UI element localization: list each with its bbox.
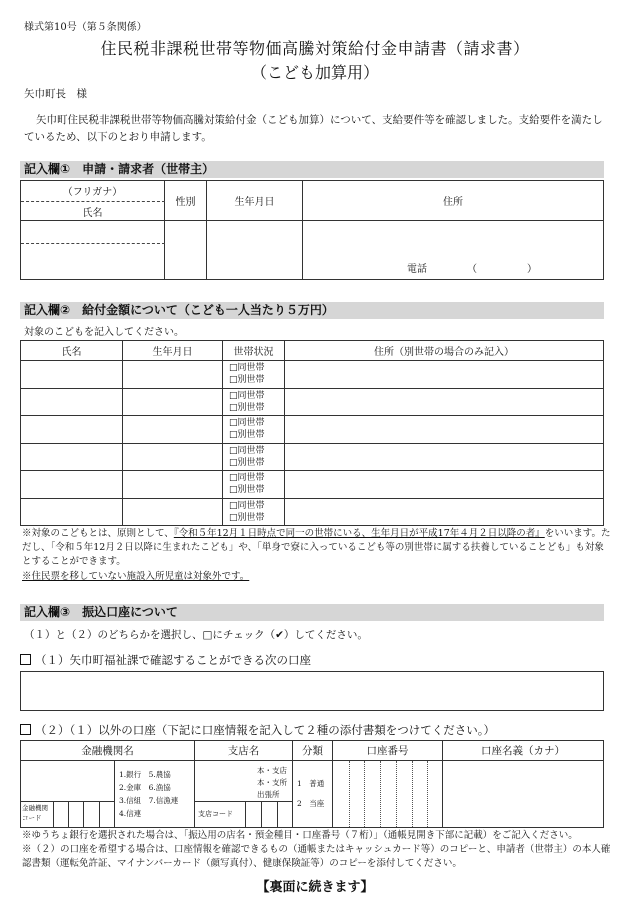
child-birthdate-field[interactable] — [123, 471, 223, 499]
digit-sep — [427, 761, 428, 827]
section2-note2: ※住民票を移していない施設入所児童は対象外です。 — [22, 571, 250, 582]
child-birthdate-field[interactable] — [123, 361, 223, 389]
bank-type-2: 2.金庫 6.漁協 — [119, 783, 171, 792]
child-name-field[interactable] — [21, 361, 123, 389]
child-household-field[interactable] — [223, 471, 285, 499]
status-diff-checkbox[interactable]: □別世帯 — [229, 375, 265, 386]
bank-code-sep — [53, 801, 54, 827]
child-birthdate-field[interactable] — [123, 444, 223, 472]
child-name-field[interactable] — [21, 499, 123, 527]
digit-sep — [364, 761, 365, 827]
applicant-table — [20, 180, 604, 280]
bank-name-header: 金融機関名 — [21, 741, 195, 761]
child-address-field[interactable] — [285, 444, 603, 472]
branch-type-1: 本・支店 — [257, 766, 287, 775]
account-type-1: 1 普通 — [297, 779, 325, 788]
account-type-header: 分類 — [293, 741, 333, 761]
digit-sep — [396, 761, 397, 827]
furigana-divider-row — [21, 243, 165, 244]
child-household-field[interactable] — [223, 361, 285, 389]
furigana-divider — [21, 201, 165, 202]
bank-code-sep — [68, 801, 69, 827]
child-name-field[interactable] — [21, 389, 123, 417]
note1-underlined: 『令和５年12月１日時点で同一の世帯にいる、生年月日が平成17年４月２日以降の者』 — [173, 528, 545, 539]
status-diff-checkbox[interactable]: □別世帯 — [229, 485, 265, 496]
address-header: 住所 — [303, 181, 603, 221]
child-household-field[interactable] — [223, 416, 285, 444]
bank-type-4: 4.信連 — [119, 809, 142, 818]
child-birthdate-header: 生年月日 — [123, 341, 223, 361]
status-same-checkbox[interactable]: □同世帯 — [229, 445, 265, 456]
bank-type-3: 3.信組 7.信漁連 — [119, 796, 179, 805]
name-label: 氏名 — [82, 207, 103, 219]
section3-instruction: （１）と（２）のどちらかを選択し、□にチェック（✔）してください。 — [24, 629, 368, 641]
page-subtitle: （こども加算用） — [250, 63, 379, 82]
note1-post: をいいます。ただし、「令和５年12月２日以降に生まれたこども」や、「単身で寮に入っているこども等の別世帯に属する扶養していることども」も対象とすることができます。 — [22, 528, 611, 567]
intro-text: 矢巾町住民税非課税世帯等物価高騰対策給付金（こども加算）について、支給要件等を確認しました。支給要件を満たしているため、以下のとおり申請します。 — [24, 114, 603, 143]
child-address-field[interactable] — [285, 471, 603, 499]
digit-sep — [380, 761, 381, 827]
option1-label: （１）矢巾町福祉課で確認することができる次の口座 — [35, 653, 311, 667]
status-diff-checkbox[interactable]: □別世帯 — [229, 457, 265, 468]
digit-sep — [349, 761, 350, 827]
note1-pre: ※対象のこどもとは、原則として、 — [22, 528, 174, 539]
status-same-checkbox[interactable]: □同世帯 — [229, 418, 265, 429]
account-type-options[interactable] — [293, 761, 333, 827]
account-holder-field[interactable] — [443, 761, 603, 827]
page-title: 住民税非課税世帯等物価高騰対策給付金申請書（請求書） — [100, 39, 530, 58]
child-name-field[interactable] — [21, 471, 123, 499]
child-name-field[interactable] — [21, 416, 123, 444]
continue-notice: 【裏面に続きます】 — [256, 880, 374, 895]
addressee: 矢巾町長 様 — [24, 88, 87, 100]
status-diff-checkbox[interactable]: □別世帯 — [229, 513, 265, 524]
phone-label: 電話 — [407, 264, 427, 275]
child-household-field[interactable] — [223, 389, 285, 417]
applicant-name-field[interactable] — [21, 221, 165, 279]
bank-type-options[interactable] — [115, 761, 195, 827]
option1-account-box[interactable] — [20, 671, 604, 711]
section1-heading: 記入欄① 申請・請求者（世帯主） — [20, 161, 604, 178]
status-same-checkbox[interactable]: □同世帯 — [229, 363, 265, 374]
branch-code-sep — [245, 801, 246, 827]
branch-type-3: 出張所 — [257, 790, 280, 799]
bank-code-sep — [83, 801, 84, 827]
bank-code-sep — [99, 801, 100, 827]
branch-type-options[interactable] — [257, 765, 287, 801]
child-household-header: 世帯状況 — [223, 341, 285, 361]
child-address-header: 住所（別世帯の場合のみ記入） — [285, 341, 603, 361]
branch-code-sep — [277, 801, 278, 827]
section3-note2: ※（２）の口座を希望する場合は、口座情報を確認できるもの（通帳またはキャッシュカード等）のコピーと、申請者（世帯主）の本人確認書類（運転免許証、マイナンバーカード（顔写真付）、健康保険証等）のコピーを添付してください。 — [22, 844, 611, 869]
applicant-birthdate-field[interactable] — [207, 221, 303, 279]
child-address-field[interactable] — [285, 389, 603, 417]
child-household-field[interactable] — [223, 444, 285, 472]
applicant-sex-field[interactable] — [165, 221, 207, 279]
option1-row — [20, 652, 311, 668]
form-number: 様式第10号（第５条関係） — [24, 22, 147, 33]
child-name-header: 氏名 — [21, 341, 123, 361]
bank-code-label: 金融機関コード — [22, 804, 48, 822]
child-household-field[interactable] — [223, 499, 285, 527]
option2-checkbox[interactable] — [20, 724, 31, 735]
child-address-field[interactable] — [285, 361, 603, 389]
status-diff-checkbox[interactable]: □別世帯 — [229, 402, 265, 413]
account-holder-header: 口座名義（カナ） — [443, 741, 603, 761]
branch-header: 支店名 — [195, 741, 293, 761]
status-same-checkbox[interactable]: □同世帯 — [229, 473, 265, 484]
child-address-field[interactable] — [285, 499, 603, 527]
account-number-header: 口座番号 — [333, 741, 443, 761]
status-same-checkbox[interactable]: □同世帯 — [229, 501, 265, 512]
bank-table — [20, 740, 604, 828]
section3-heading: 記入欄③ 振込口座について — [20, 604, 604, 621]
applicant-address-field[interactable] — [303, 221, 603, 279]
sex-header: 性別 — [165, 181, 207, 221]
phone-brackets: （ ） — [467, 264, 537, 275]
child-birthdate-field[interactable] — [123, 499, 223, 527]
digit-sep — [412, 761, 413, 827]
child-birthdate-field[interactable] — [123, 389, 223, 417]
children-table — [20, 340, 604, 526]
status-diff-checkbox[interactable]: □別世帯 — [229, 430, 265, 441]
child-name-field[interactable] — [21, 444, 123, 472]
option2-row — [20, 722, 495, 738]
section2-instruction: 対象のこどもを記入してください。 — [24, 327, 184, 338]
child-birthdate-field[interactable] — [123, 416, 223, 444]
option2-label: （２）（１）以外の口座（下記に口座情報を記入して２種の添付書類をつけてください。） — [35, 723, 495, 737]
account-type-2: 2 当座 — [297, 799, 325, 808]
option1-checkbox[interactable] — [20, 654, 31, 665]
section2-heading: 記入欄② 給付金額について（こども一人当たり５万円） — [20, 302, 604, 319]
bank-type-1: 1.銀行 5.農協 — [119, 770, 171, 779]
branch-code-divider — [195, 801, 293, 802]
branch-code-sep — [261, 801, 262, 827]
section2-note1 — [22, 527, 612, 569]
furigana-label: （フリガナ） — [62, 186, 123, 198]
branch-code-label: 支店コード — [198, 810, 233, 818]
birthdate-header: 生年月日 — [207, 181, 303, 221]
status-same-checkbox[interactable]: □同世帯 — [229, 390, 265, 401]
branch-type-2: 本・支所 — [257, 778, 287, 787]
child-address-field[interactable] — [285, 416, 603, 444]
section3-note1: ※ゆうちょ銀行を選択された場合は、「振込用の店名・預金種目・口座番号（７桁）」（通帳見開き下部に記載）をご記入ください。 — [22, 830, 578, 841]
